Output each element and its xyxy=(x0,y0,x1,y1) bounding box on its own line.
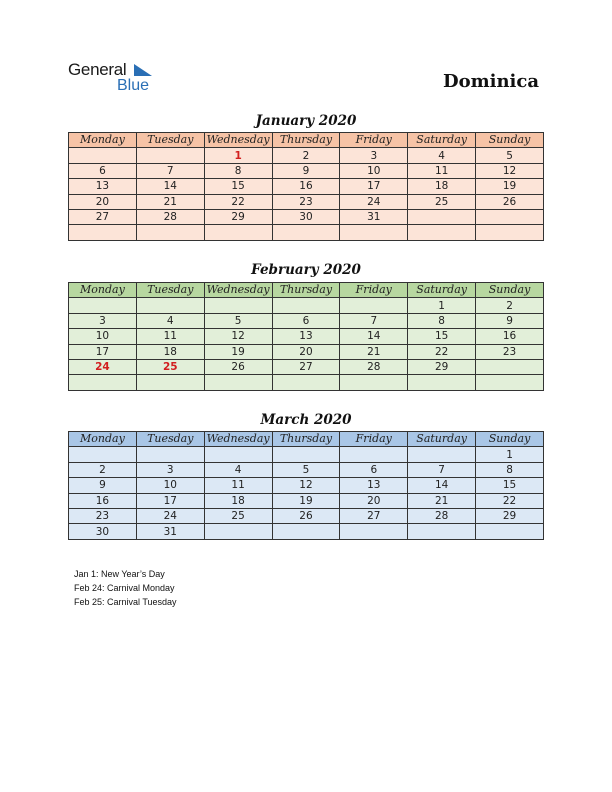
day-cell: 17 xyxy=(69,344,137,359)
day-cell: 7 xyxy=(340,313,408,328)
day-cell: 6 xyxy=(340,462,408,477)
logo-word-blue: Blue xyxy=(117,77,150,94)
calendar-january xyxy=(68,132,544,241)
weekday-tuesday: Tuesday xyxy=(136,133,204,148)
day-cell: 23 xyxy=(476,344,544,359)
day-cell xyxy=(340,375,408,390)
day-cell xyxy=(136,298,204,313)
week-row xyxy=(69,524,544,539)
day-cell: 13 xyxy=(69,179,137,194)
week-row xyxy=(69,148,544,163)
day-cell: 5 xyxy=(272,462,340,477)
day-cell xyxy=(136,375,204,390)
day-cell: 7 xyxy=(136,163,204,178)
day-cell: 14 xyxy=(136,179,204,194)
day-cell: 8 xyxy=(204,163,272,178)
day-cell: 16 xyxy=(69,493,137,508)
day-cell: 9 xyxy=(272,163,340,178)
weekday-wednesday: Wednesday xyxy=(204,133,272,148)
day-cell: 27 xyxy=(272,359,340,374)
day-cell: 29 xyxy=(476,508,544,523)
day-cell xyxy=(69,375,137,390)
weekday-header-row xyxy=(69,432,544,447)
day-cell xyxy=(476,524,544,539)
day-cell: 24 xyxy=(136,508,204,523)
day-cell: 18 xyxy=(408,179,476,194)
holiday-note: Feb 25: Carnival Tuesday xyxy=(74,597,177,607)
weekday-friday: Friday xyxy=(340,133,408,148)
holiday-notes xyxy=(74,567,177,609)
day-cell: 15 xyxy=(408,329,476,344)
day-cell: 12 xyxy=(476,163,544,178)
weekday-friday: Friday xyxy=(340,432,408,447)
weekday-wednesday: Wednesday xyxy=(204,283,272,298)
day-cell: 21 xyxy=(408,493,476,508)
day-cell: 27 xyxy=(340,508,408,523)
day-cell: 13 xyxy=(340,478,408,493)
day-cell: 5 xyxy=(476,148,544,163)
day-cell: 22 xyxy=(476,493,544,508)
weekday-friday: Friday xyxy=(340,283,408,298)
week-row xyxy=(69,194,544,209)
day-cell xyxy=(476,225,544,240)
day-cell xyxy=(136,447,204,462)
day-cell: 14 xyxy=(408,478,476,493)
day-cell: 21 xyxy=(340,344,408,359)
day-cell: 14 xyxy=(340,329,408,344)
day-cell: 30 xyxy=(272,209,340,224)
week-row xyxy=(69,179,544,194)
calendar-body xyxy=(69,447,544,539)
general-blue-logo xyxy=(68,60,168,98)
day-cell xyxy=(340,447,408,462)
country-title: Dominica xyxy=(442,71,539,92)
day-cell: 12 xyxy=(204,329,272,344)
logo-word-general: General xyxy=(68,60,127,79)
day-cell: 2 xyxy=(272,148,340,163)
day-cell: 30 xyxy=(69,524,137,539)
day-cell xyxy=(340,298,408,313)
day-cell xyxy=(408,209,476,224)
month-title-january: January 2020 xyxy=(255,113,357,129)
day-cell: 4 xyxy=(204,462,272,477)
calendar-body xyxy=(69,298,544,390)
day-cell: 6 xyxy=(69,163,137,178)
day-cell: 10 xyxy=(136,478,204,493)
day-cell: 20 xyxy=(340,493,408,508)
day-cell xyxy=(408,447,476,462)
day-cell xyxy=(204,375,272,390)
weekday-header-row xyxy=(69,283,544,298)
day-cell xyxy=(476,375,544,390)
day-cell xyxy=(69,148,137,163)
day-cell: 17 xyxy=(136,493,204,508)
day-cell: 28 xyxy=(340,359,408,374)
week-row xyxy=(69,478,544,493)
day-cell xyxy=(204,298,272,313)
day-cell xyxy=(69,225,137,240)
day-cell: 26 xyxy=(204,359,272,374)
holiday-note: Jan 1: New Year’s Day xyxy=(74,569,165,579)
day-cell xyxy=(136,148,204,163)
day-cell: 3 xyxy=(136,462,204,477)
week-row xyxy=(69,298,544,313)
day-cell: 25 xyxy=(204,508,272,523)
week-row xyxy=(69,359,544,374)
week-row xyxy=(69,329,544,344)
day-cell: 21 xyxy=(136,194,204,209)
day-cell: 11 xyxy=(136,329,204,344)
day-cell xyxy=(272,225,340,240)
day-cell: 25 xyxy=(136,359,204,374)
day-cell xyxy=(476,209,544,224)
day-cell: 23 xyxy=(272,194,340,209)
week-row xyxy=(69,209,544,224)
day-cell: 20 xyxy=(69,194,137,209)
week-row xyxy=(69,462,544,477)
day-cell: 27 xyxy=(69,209,137,224)
day-cell: 2 xyxy=(69,462,137,477)
day-cell xyxy=(204,524,272,539)
day-cell: 16 xyxy=(476,329,544,344)
day-cell: 13 xyxy=(272,329,340,344)
day-cell: 26 xyxy=(272,508,340,523)
weekday-sunday: Sunday xyxy=(476,133,544,148)
day-cell: 19 xyxy=(204,344,272,359)
day-cell: 10 xyxy=(340,163,408,178)
day-cell xyxy=(476,359,544,374)
day-cell xyxy=(408,524,476,539)
calendar-february xyxy=(68,282,544,391)
day-cell: 19 xyxy=(272,493,340,508)
day-cell: 4 xyxy=(408,148,476,163)
day-cell xyxy=(340,524,408,539)
day-cell: 8 xyxy=(408,313,476,328)
day-cell xyxy=(272,524,340,539)
calendar-body xyxy=(69,148,544,240)
day-cell xyxy=(272,375,340,390)
day-cell: 10 xyxy=(69,329,137,344)
day-cell: 6 xyxy=(272,313,340,328)
day-cell: 3 xyxy=(69,313,137,328)
day-cell: 18 xyxy=(204,493,272,508)
week-row xyxy=(69,493,544,508)
day-cell: 31 xyxy=(340,209,408,224)
weekday-tuesday: Tuesday xyxy=(136,283,204,298)
day-cell xyxy=(204,447,272,462)
day-cell: 4 xyxy=(136,313,204,328)
day-cell: 29 xyxy=(204,209,272,224)
day-cell: 8 xyxy=(476,462,544,477)
day-cell: 22 xyxy=(408,344,476,359)
day-cell: 19 xyxy=(476,179,544,194)
day-cell xyxy=(69,298,137,313)
week-row xyxy=(69,344,544,359)
day-cell: 31 xyxy=(136,524,204,539)
weekday-saturday: Saturday xyxy=(408,283,476,298)
month-title-february: February 2020 xyxy=(251,262,361,278)
holiday-note: Feb 24: Carnival Monday xyxy=(74,583,175,593)
day-cell: 1 xyxy=(204,148,272,163)
weekday-thursday: Thursday xyxy=(272,133,340,148)
day-cell: 15 xyxy=(476,478,544,493)
day-cell xyxy=(408,225,476,240)
day-cell: 17 xyxy=(340,179,408,194)
weekday-header-row xyxy=(69,133,544,148)
day-cell: 23 xyxy=(69,508,137,523)
day-cell: 1 xyxy=(476,447,544,462)
month-title-march: March 2020 xyxy=(260,412,352,428)
weekday-tuesday: Tuesday xyxy=(136,432,204,447)
day-cell xyxy=(408,375,476,390)
weekday-monday: Monday xyxy=(69,283,137,298)
day-cell: 9 xyxy=(69,478,137,493)
day-cell: 3 xyxy=(340,148,408,163)
day-cell: 22 xyxy=(204,194,272,209)
day-cell: 26 xyxy=(476,194,544,209)
logo-triangle-icon xyxy=(134,64,152,78)
day-cell: 12 xyxy=(272,478,340,493)
day-cell xyxy=(69,447,137,462)
week-row xyxy=(69,313,544,328)
day-cell: 20 xyxy=(272,344,340,359)
weekday-saturday: Saturday xyxy=(408,133,476,148)
day-cell: 15 xyxy=(204,179,272,194)
week-row xyxy=(69,447,544,462)
week-row xyxy=(69,225,544,240)
day-cell: 16 xyxy=(272,179,340,194)
day-cell: 5 xyxy=(204,313,272,328)
week-row xyxy=(69,375,544,390)
day-cell xyxy=(340,225,408,240)
week-row xyxy=(69,163,544,178)
day-cell xyxy=(136,225,204,240)
day-cell: 11 xyxy=(408,163,476,178)
day-cell: 28 xyxy=(408,508,476,523)
day-cell xyxy=(272,298,340,313)
day-cell: 7 xyxy=(408,462,476,477)
day-cell: 28 xyxy=(136,209,204,224)
weekday-sunday: Sunday xyxy=(476,283,544,298)
day-cell xyxy=(204,225,272,240)
weekday-monday: Monday xyxy=(69,432,137,447)
weekday-sunday: Sunday xyxy=(476,432,544,447)
day-cell: 1 xyxy=(408,298,476,313)
calendar-march xyxy=(68,431,544,540)
week-row xyxy=(69,508,544,523)
day-cell xyxy=(272,447,340,462)
day-cell: 24 xyxy=(69,359,137,374)
day-cell: 11 xyxy=(204,478,272,493)
weekday-wednesday: Wednesday xyxy=(204,432,272,447)
weekday-thursday: Thursday xyxy=(272,283,340,298)
weekday-monday: Monday xyxy=(69,133,137,148)
day-cell: 25 xyxy=(408,194,476,209)
day-cell: 24 xyxy=(340,194,408,209)
day-cell: 2 xyxy=(476,298,544,313)
day-cell: 9 xyxy=(476,313,544,328)
weekday-saturday: Saturday xyxy=(408,432,476,447)
weekday-thursday: Thursday xyxy=(272,432,340,447)
day-cell: 18 xyxy=(136,344,204,359)
day-cell: 29 xyxy=(408,359,476,374)
